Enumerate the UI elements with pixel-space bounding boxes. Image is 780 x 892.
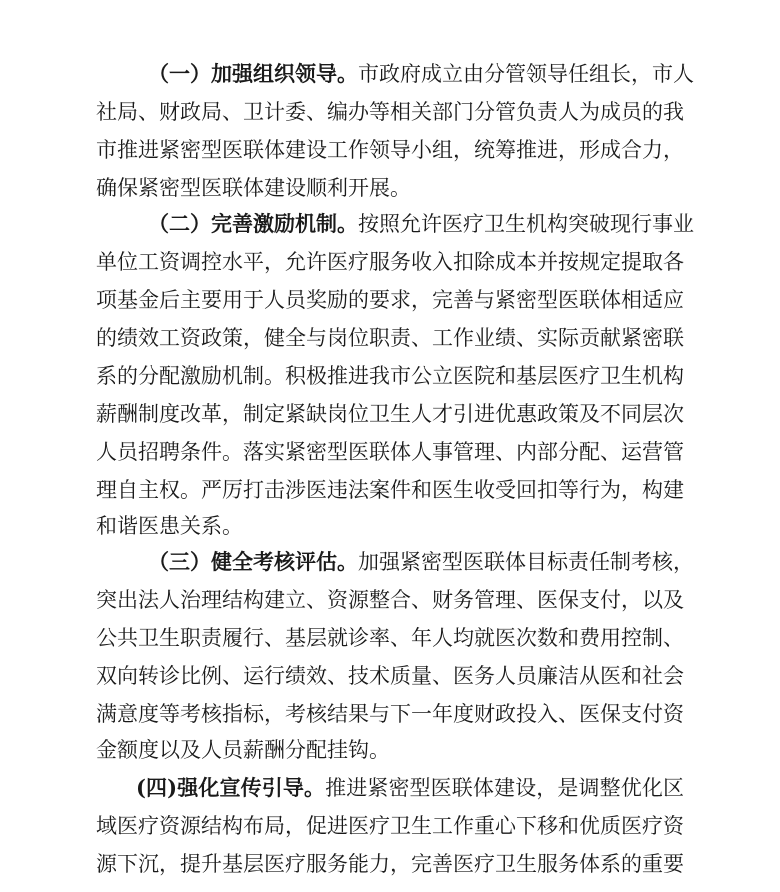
- paragraph-1-heading: （一）加强组织领导。: [148, 61, 358, 86]
- paragraph-2-line-1: [148, 205, 694, 243]
- paragraph-2-line-2: 单位工资调控水平，允许医疗服务收入扣除成本并按规定提取各: [96, 250, 684, 274]
- paragraph-1-line-1: [148, 55, 694, 93]
- paragraph-4-text: 推进紧密型医联体建设，是调整优化区: [325, 776, 684, 800]
- paragraph-4-line-2: 域医疗资源结构布局，促进医疗卫生工作重心下移和优质医疗资: [96, 814, 684, 838]
- paragraph-2-heading: （二）完善激励机制。: [148, 211, 358, 236]
- paragraph-1-line-2: 社局、财政局、卫计委、编办等相关部门分管负责人为成员的我: [96, 100, 684, 124]
- paragraph-4-heading: (四)强化宣传引导。: [136, 775, 326, 800]
- paragraph-2-text: 按照允许医疗卫生机构突破现行事业: [358, 212, 694, 236]
- paragraph-1-text: 市政府成立由分管领导任组长，市人: [358, 62, 694, 86]
- paragraph-3-line-3: 公共卫生职责履行、基层就诊率、年人均就医次数和费用控制、: [96, 626, 684, 650]
- paragraph-4-line-1: [136, 769, 684, 807]
- paragraph-2-line-8: 理自主权。严厉打击涉医违法案件和医生收受回扣等行为，构建: [96, 478, 684, 502]
- paragraph-2-line-9: 和谐医患关系。: [96, 514, 243, 538]
- paragraph-2-line-4: 的绩效工资政策，健全与岗位职责、工作业绩、实际贡献紧密联: [96, 326, 684, 350]
- paragraph-1-line-3: 市推进紧密型医联体建设工作领导小组，统筹推进，形成合力，: [96, 138, 684, 162]
- paragraph-3-line-1: [148, 543, 694, 581]
- paragraph-3-line-6: 金额度以及人员薪酬分配挂钩。: [96, 738, 390, 762]
- paragraph-2-line-5: 系的分配激励机制。积极推进我市公立医院和基层医疗卫生机构: [96, 364, 684, 388]
- paragraph-2-line-3: 项基金后主要用于人员奖励的要求，完善与紧密型医联体相适应: [96, 288, 684, 312]
- paragraph-1-line-4: 确保紧密型医联体建设顺利开展。: [96, 176, 411, 200]
- paragraph-2-line-6: 薪酬制度改革，制定紧缺岗位卫生人才引进优惠政策及不同层次: [96, 402, 684, 426]
- paragraph-3-line-4: 双向转诊比例、运行绩效、技术质量、医务人员廉洁从医和社会: [96, 664, 684, 688]
- paragraph-3-line-2: 突出法人治理结构建立、资源整合、财务管理、医保支付，以及: [96, 588, 684, 612]
- paragraph-3-text: 加强紧密型医联体目标责任制考核，: [358, 550, 694, 574]
- paragraph-2-line-7: 人员招聘条件。落实紧密型医联体人事管理、内部分配、运营管: [96, 440, 684, 464]
- paragraph-3-heading: （三）健全考核评估。: [148, 549, 358, 574]
- paragraph-4-line-3: 源下沉，提升基层医疗服务能力，完善医疗卫生服务体系的重要: [96, 852, 684, 876]
- paragraph-3-line-5: 满意度等考核指标，考核结果与下一年度财政投入、医保支付资: [96, 702, 684, 726]
